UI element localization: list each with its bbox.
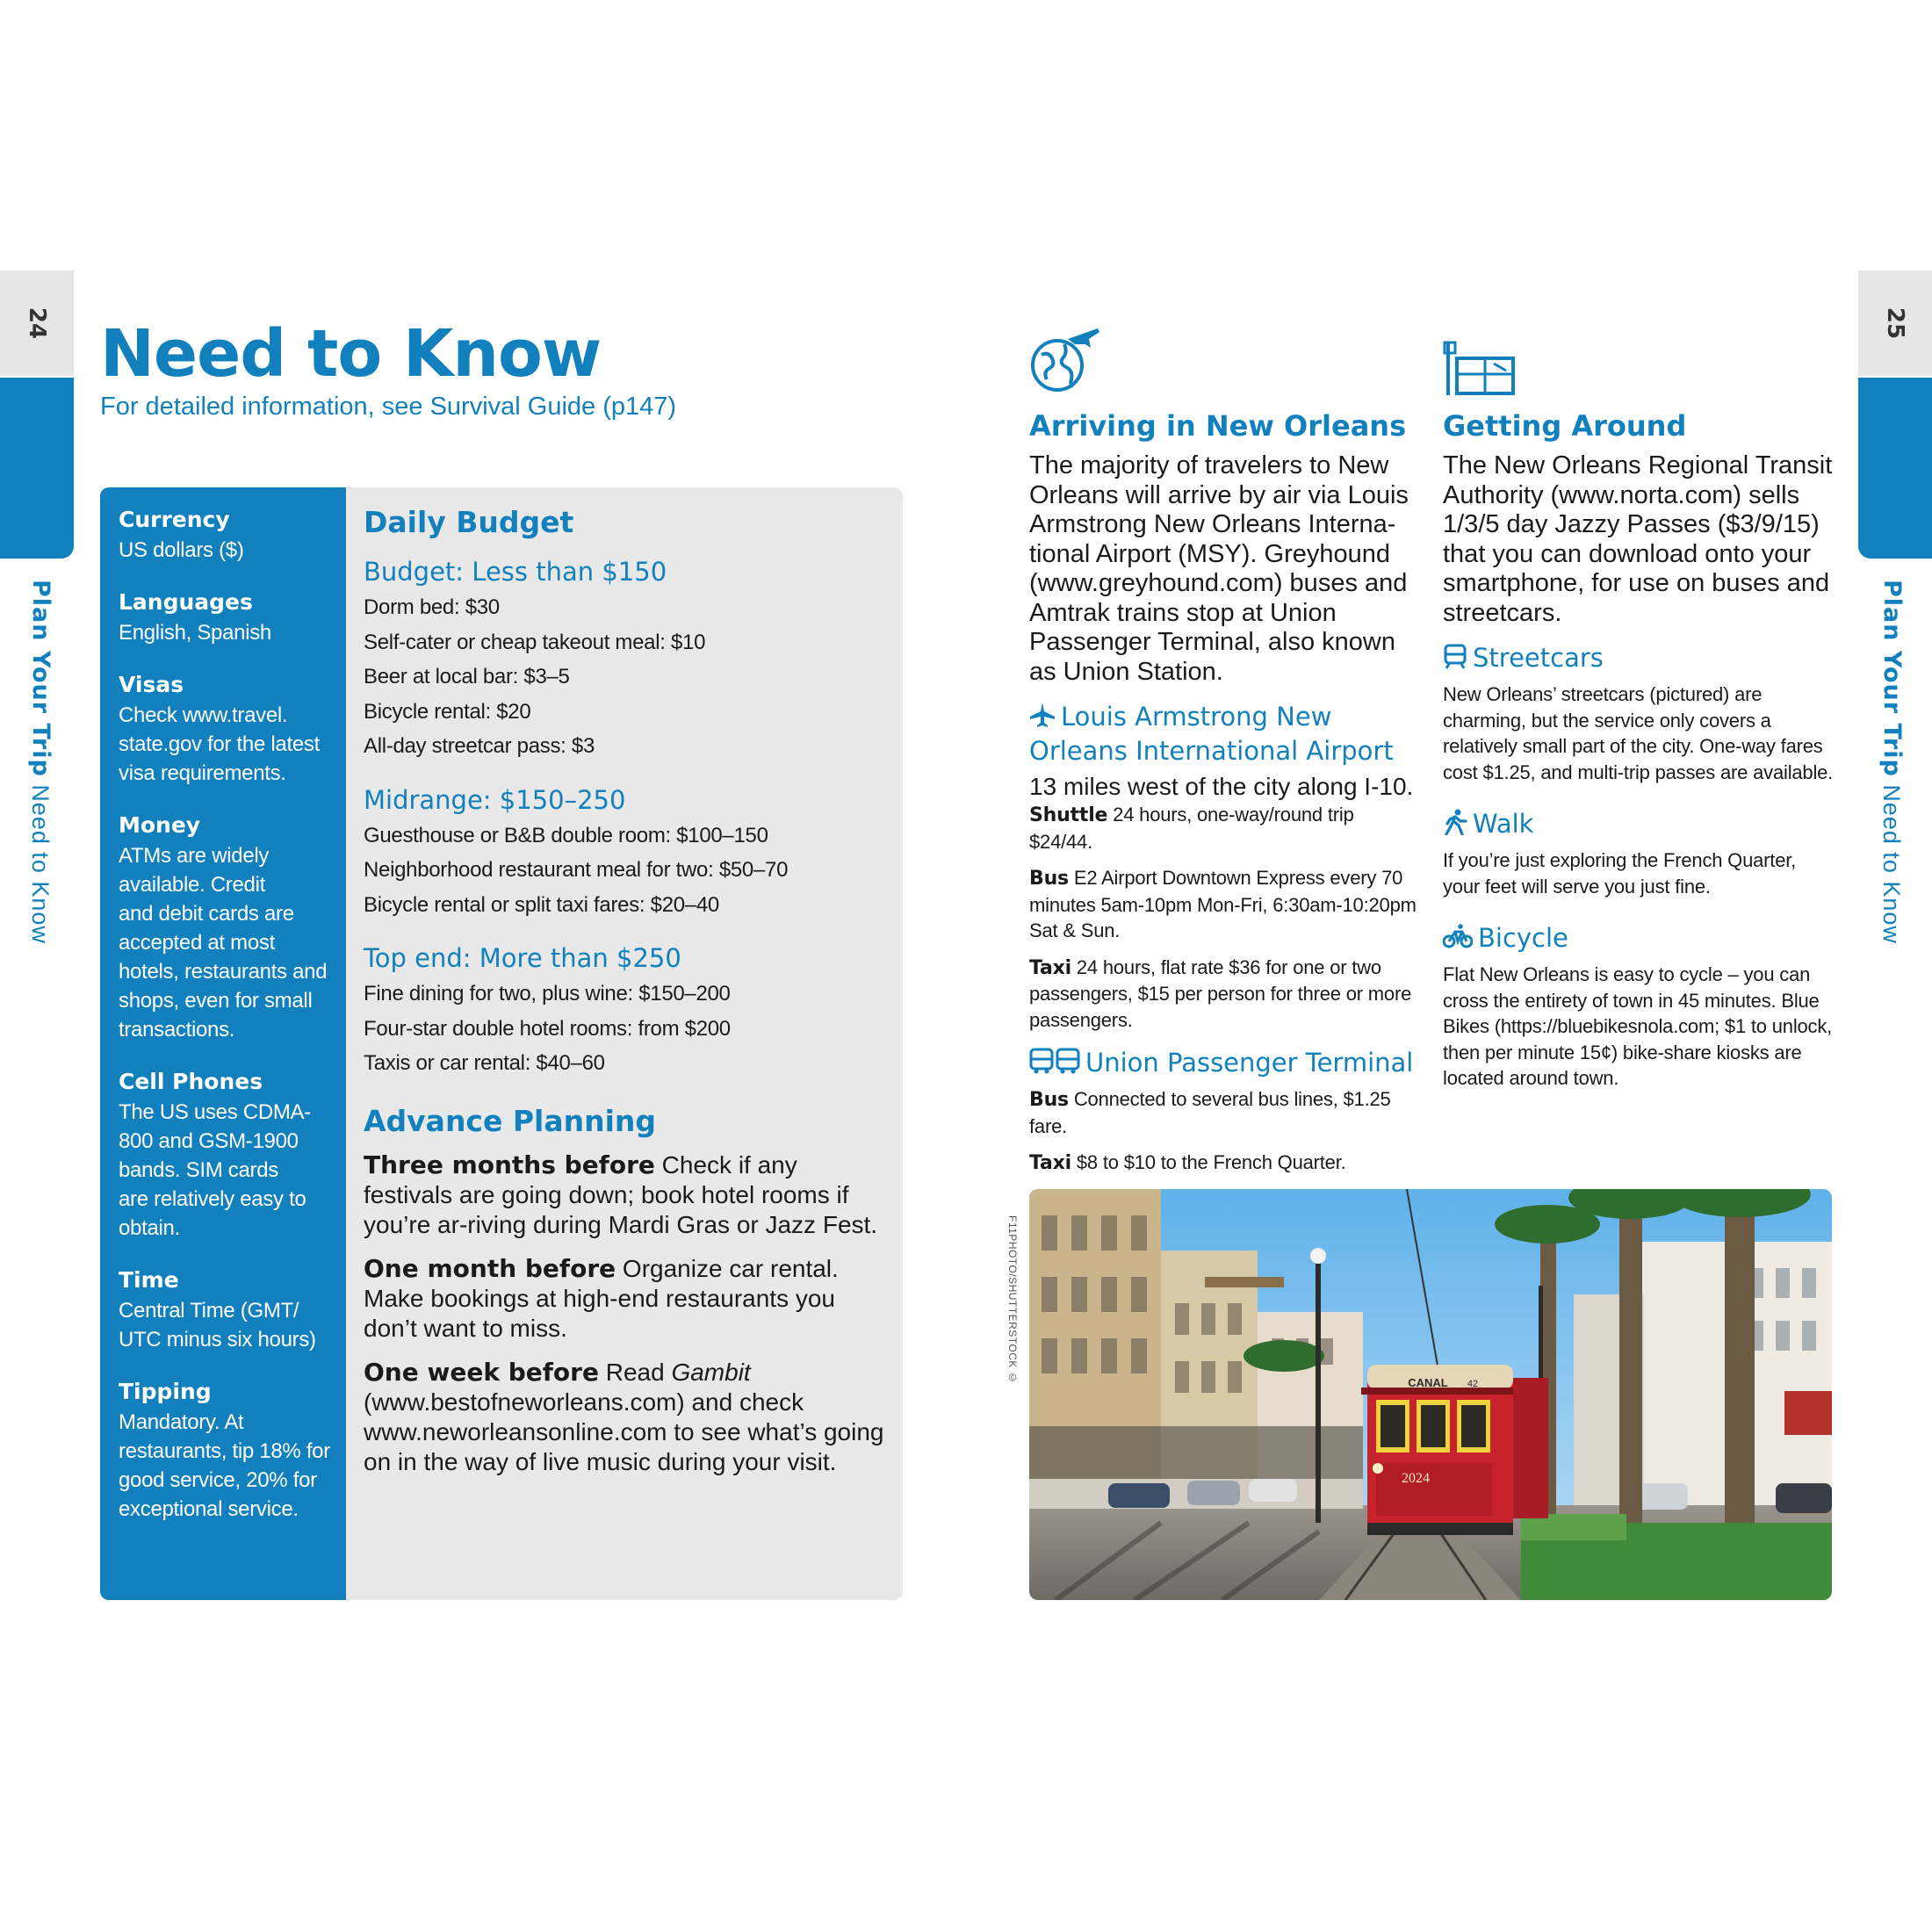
budget-item: Neighborhood restaurant meal for two: $50–70 — [364, 858, 789, 882]
fact-label: Currency — [119, 507, 230, 532]
planning-lead: Three months before — [364, 1150, 655, 1179]
fact-value: Central Time (GMT/ UTC minus six hours) — [119, 1299, 316, 1352]
airplane-icon — [1029, 702, 1056, 735]
airport-heading — [1029, 701, 1420, 767]
mode-heading-text: Walk — [1473, 809, 1534, 839]
terminal-heading-text: Union Passenger Terminal — [1085, 1048, 1414, 1078]
photo-credit: F11PHOTO/SHUTTERSTOCK © — [1006, 1215, 1019, 1385]
daily-budget-section — [364, 505, 887, 1491]
planning-lead: One week before — [364, 1357, 599, 1387]
fact-time — [119, 1267, 330, 1354]
arriving-heading: Arriving in New Orleans — [1029, 409, 1407, 443]
daily-budget-heading: Daily Budget — [364, 505, 574, 539]
running-head — [26, 580, 54, 944]
advance-planning-section — [364, 1104, 887, 1477]
planning-item — [364, 1358, 887, 1477]
walk-heading — [1443, 808, 1834, 842]
two-buses-icon — [1029, 1048, 1080, 1081]
fact-value: English, Spanish — [119, 621, 271, 645]
planning-lead: One month before — [364, 1253, 616, 1283]
fact-tipping — [119, 1379, 330, 1524]
getting-around-intro: The New Orleans Regional Transit Authority (www.norta.com) sells 1/3/5 day Jazzy Passes ($3/9/15) that you can download onto your smartphone, for use on buses and streetcars. — [1443, 451, 1833, 627]
item-label: Shuttle — [1029, 804, 1108, 826]
budget-item: Dorm bed: $30 — [364, 595, 500, 619]
item-text: 24 hours, one-way/round trip $24/44. — [1029, 804, 1354, 853]
item-label: Taxi — [1029, 956, 1071, 979]
section-tab — [1858, 378, 1932, 559]
terminal-item — [1029, 1150, 1420, 1177]
budget-item: Bicycle rental: $20 — [364, 699, 531, 724]
mode-heading-text: Bicycle — [1478, 923, 1568, 953]
planning-italic: Gambit — [671, 1358, 751, 1386]
arriving-column — [1029, 325, 1420, 1187]
terminal-heading — [1029, 1047, 1420, 1081]
item-label: Taxi — [1029, 1152, 1071, 1174]
page-number-tab — [1858, 270, 1932, 376]
item-label: Bus — [1029, 868, 1069, 890]
mode-heading-text: Streetcars — [1473, 643, 1604, 673]
budget-item: Beer at local bar: $3–5 — [364, 665, 570, 688]
streetcar-number: 2024 — [1402, 1471, 1430, 1486]
budget-item: All-day streetcar pass: $3 — [364, 734, 595, 758]
getting-around-column — [1443, 325, 1834, 1102]
bus-stop-icon — [1443, 325, 1834, 406]
running-head — [1878, 580, 1906, 944]
streetcar-icon — [1443, 643, 1467, 676]
streetcars-text: New Orleans’ streetcars (pictured) are charming, but the service only covers a relatively small part of the city. One-way fares cost $1.25, and multi-trip passes are available. — [1443, 683, 1834, 783]
planning-text: Organize car rental. Make bookings at high-end restaurants you don’t want to miss. — [364, 1254, 839, 1342]
running-head-chapter: Need to Know — [1878, 784, 1905, 944]
budget-tier-heading: Budget: Less than $150 — [364, 557, 667, 587]
fact-money — [119, 812, 330, 1044]
budget-item: Four-star double hotel rooms: from $200 — [364, 1016, 731, 1041]
running-head-chapter: Need to Know — [27, 784, 54, 944]
advance-planning-heading: Advance Planning — [364, 1103, 657, 1138]
fact-label: Visas — [119, 672, 184, 697]
running-head-section: Plan Your Trip — [27, 580, 54, 777]
streetcar-photo — [1029, 1189, 1832, 1600]
fact-value: US dollars ($) — [119, 538, 244, 562]
airport-item — [1029, 802, 1420, 854]
budget-item: Taxis or car rental: $40–60 — [364, 1051, 605, 1075]
globe-plane-icon — [1029, 325, 1420, 406]
terminal-item — [1029, 1086, 1420, 1139]
fact-label: Time — [119, 1267, 179, 1293]
fact-languages — [119, 589, 330, 647]
planning-text: Check if any festivals are going down; book hotel rooms if you’re ar-riving during Mardi Gras or Jazz Fest. — [364, 1150, 878, 1238]
item-text: $8 to $10 to the French Quarter. — [1071, 1151, 1346, 1173]
page-number: 25 — [1882, 306, 1908, 340]
fact-value: Check www.travel. state.gov for the latest visa requirements. — [119, 703, 320, 785]
planning-item — [364, 1254, 887, 1344]
budget-item: Fine dining for two, plus wine: $150–200 — [364, 982, 731, 1006]
planning-text: (www.bestofneworleans.com) and check www.neworleansonline.com to see what’s going on in the way of live music during your visit. — [364, 1388, 884, 1475]
fact-label: Languages — [119, 589, 253, 615]
section-tab — [0, 378, 74, 559]
fact-label: Money — [119, 812, 201, 838]
getting-around-heading: Getting Around — [1443, 409, 1687, 443]
airport-heading-text: Louis Armstrong New Orleans International Airport — [1029, 702, 1394, 766]
item-text: 24 hours, flat rate $36 for one or two passengers, $15 per person for three or more passengers. — [1029, 955, 1412, 1031]
fact-cell-phones — [119, 1069, 330, 1243]
planning-item — [364, 1150, 887, 1240]
fact-label: Tipping — [119, 1379, 212, 1404]
page-number-tab — [0, 270, 74, 376]
fact-value: The US uses CDMA- 800 and GSM-1900 bands. SIM cards are relatively easy to obtain. — [119, 1100, 311, 1240]
airport-lead: 13 miles west of the city along I-10. — [1029, 773, 1414, 800]
fact-label: Cell Phones — [119, 1069, 263, 1094]
bicycle-text: Flat New Orleans is easy to cycle – you can cross the entirety of town in 45 minutes. Blue Bikes (https://bluebikesnola.com; $1 to unlock, then per minute 15¢) bike-share kiosks are located around town. — [1443, 963, 1833, 1089]
running-head-section: Plan Your Trip — [1878, 580, 1906, 777]
page-number: 24 — [24, 306, 50, 340]
fact-currency — [119, 507, 330, 565]
bicycle-icon — [1443, 923, 1473, 956]
item-label: Bus — [1029, 1089, 1069, 1111]
budget-item: Bicycle rental or split taxi fares: $20–40 — [364, 892, 719, 917]
item-text: E2 Airport Downtown Express every 70 minutes 5am-10pm Mon-Fri, 6:30am-10:20pm Sat & Sun. — [1029, 867, 1417, 941]
page-subtitle: For detailed information, see Survival Guide (p147) — [100, 393, 677, 421]
streetcars-heading — [1443, 642, 1834, 676]
budget-item: Guesthouse or B&B double room: $100–150 — [364, 823, 768, 847]
fact-value: Mandatory. At restaurants, tip 18% for good service, 20% for exceptional service. — [119, 1410, 330, 1521]
walking-icon — [1443, 809, 1467, 842]
quick-facts-column — [100, 487, 346, 1600]
planning-text: Read — [598, 1358, 672, 1386]
arriving-intro: The majority of travelers to New Orleans will arrive by air via Louis Armstrong New Orleans Interna-tional Airport (MSY). Greyhound (www.greyhound.com) buses and Amtrak trains stop at Union Passenger Terminal, also known as Union Station. — [1029, 451, 1409, 686]
walk-text: If you’re just exploring the French Quarter, your feet will serve you just fine. — [1443, 849, 1797, 898]
budget-tier-heading: Top end: More than $250 — [364, 943, 681, 973]
airport-item — [1029, 955, 1420, 1034]
fact-value: ATMs are widely available. Credit and debit cards are accepted at most hotels, restaurants and shops, even for small transactions. — [119, 844, 328, 1042]
streetcar-sign: CANAL — [1408, 1376, 1448, 1389]
budget-tier-heading: Midrange: $150–250 — [364, 784, 626, 815]
route-number: 42 — [1467, 1379, 1479, 1389]
item-text: Connected to several bus lines, $1.25 fare. — [1029, 1088, 1391, 1137]
page-title: Need to Know — [100, 316, 602, 392]
bicycle-heading — [1443, 922, 1834, 956]
fact-visas — [119, 672, 330, 788]
budget-item: Self-cater or cheap takeout meal: $10 — [364, 630, 706, 654]
airport-item — [1029, 865, 1420, 944]
info-box — [100, 487, 903, 1600]
